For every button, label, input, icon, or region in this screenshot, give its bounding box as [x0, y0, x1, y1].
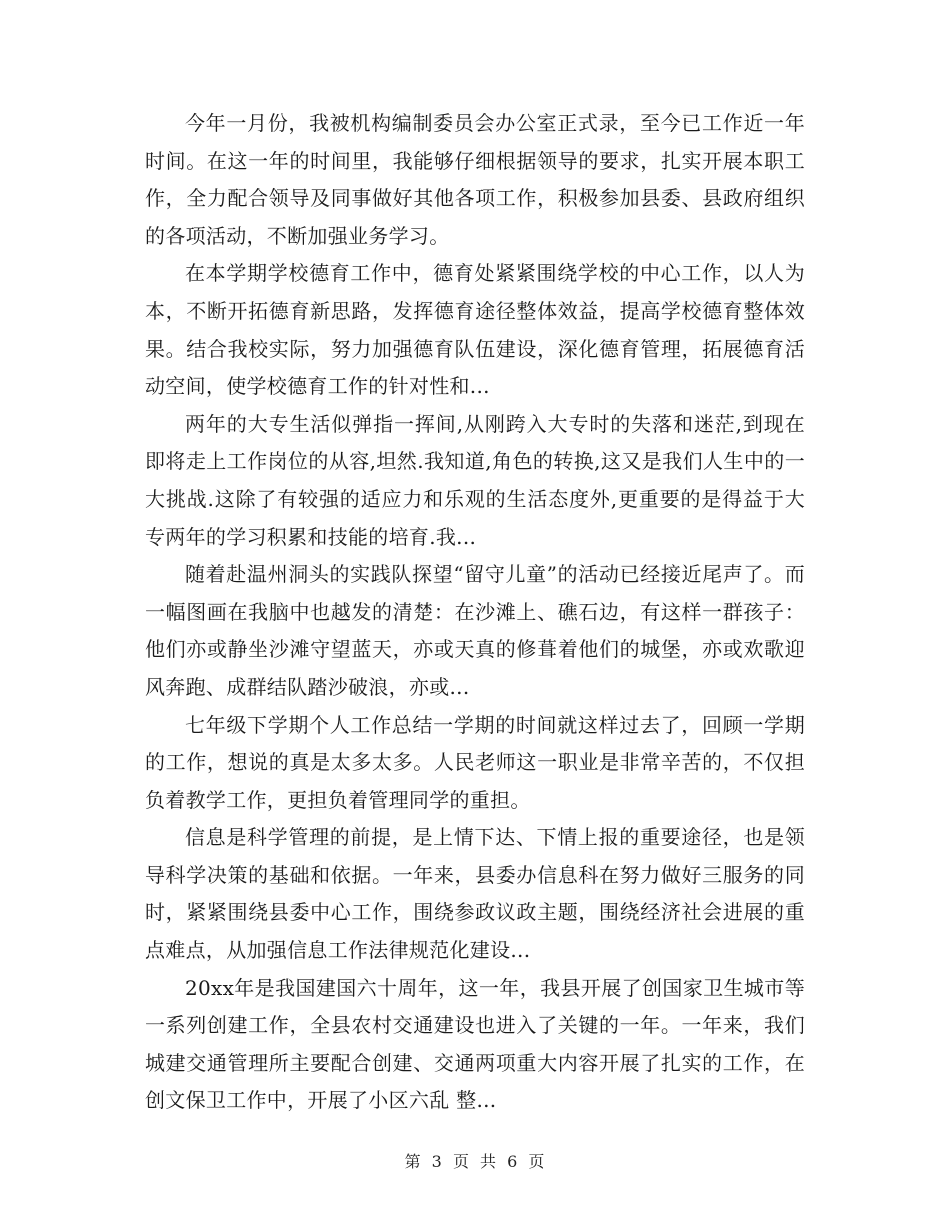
paragraph: 信息是科学管理的前提，是上情下达、下情上报的重要途径，也是领导科学决策的基础和依据。一年来，县委办信息科在努力做好三服务的同时，紧紧围绕县委中心工作，围绕参政议政主题，围绕经济社会进展的重点难点，从加强信息工作法律规范化建设...	[145, 825, 805, 963]
paragraph: 七年级下学期个人工作总结一学期的时间就这样过去了，回顾一学期的工作，想说的真是太多太多。人民老师这一职业是非常辛苦的，不仅担负着教学工作，更担负着管理同学的重担。	[145, 712, 805, 812]
page-number-footer: 第 3 页 共 6 页	[404, 1152, 546, 1171]
document-body	[145, 105, 805, 1120]
paragraph: 20xx年是我国建国六十周年，这一年，我县开展了创国家卫生城市等一系列创建工作，全县农村交通建设也进入了关键的一年。一年来，我们城建交通管理所主要配合创建、交通两项重大内容开展了扎实的工作，在创文保卫工作中，开展了小区六乱 整...	[145, 975, 805, 1113]
paragraph: 两年的大专生活似弹指一挥间,从刚跨入大专时的失落和迷茫,到现在即将走上工作岗位的从容,坦然.我知道,角色的转换,这又是我们人生中的一大挑战.这除了有较强的适应力和乐观的生活态度外,更重要的是得益于大专两年的学习积累和技能的培育.我...	[145, 411, 805, 549]
paragraph: 今年一月份，我被机构编制委员会办公室正式录，至今已工作近一年时间。在这一年的时间里，我能够仔细根据领导的要求，扎实开展本职工作，全力配合领导及同事做好其他各项工作，积极参加县委、县政府组织的各项活动，不断加强业务学习。	[145, 111, 805, 248]
paragraph: 随着赴温州洞头的实践队探望“留守儿童”的活动已经接近尾声了。而一幅图画在我脑中也越发的清楚：在沙滩上、礁石边，有这样一群孩子：他们亦或静坐沙滩守望蓝天，亦或天真的修葺着他们的城堡，亦或欢歌迎风奔跑、成群结队踏沙破浪，亦或...	[145, 562, 805, 699]
paragraph: 在本学期学校德育工作中，德育处紧紧围绕学校的中心工作，以人为本，不断开拓德育新思路，发挥德育途径整体效益，提高学校德育整体效果。结合我校实际，努力加强德育队伍建设，深化德育管理，拓展德育活动空间，使学校德育工作的针对性和...	[145, 261, 805, 399]
